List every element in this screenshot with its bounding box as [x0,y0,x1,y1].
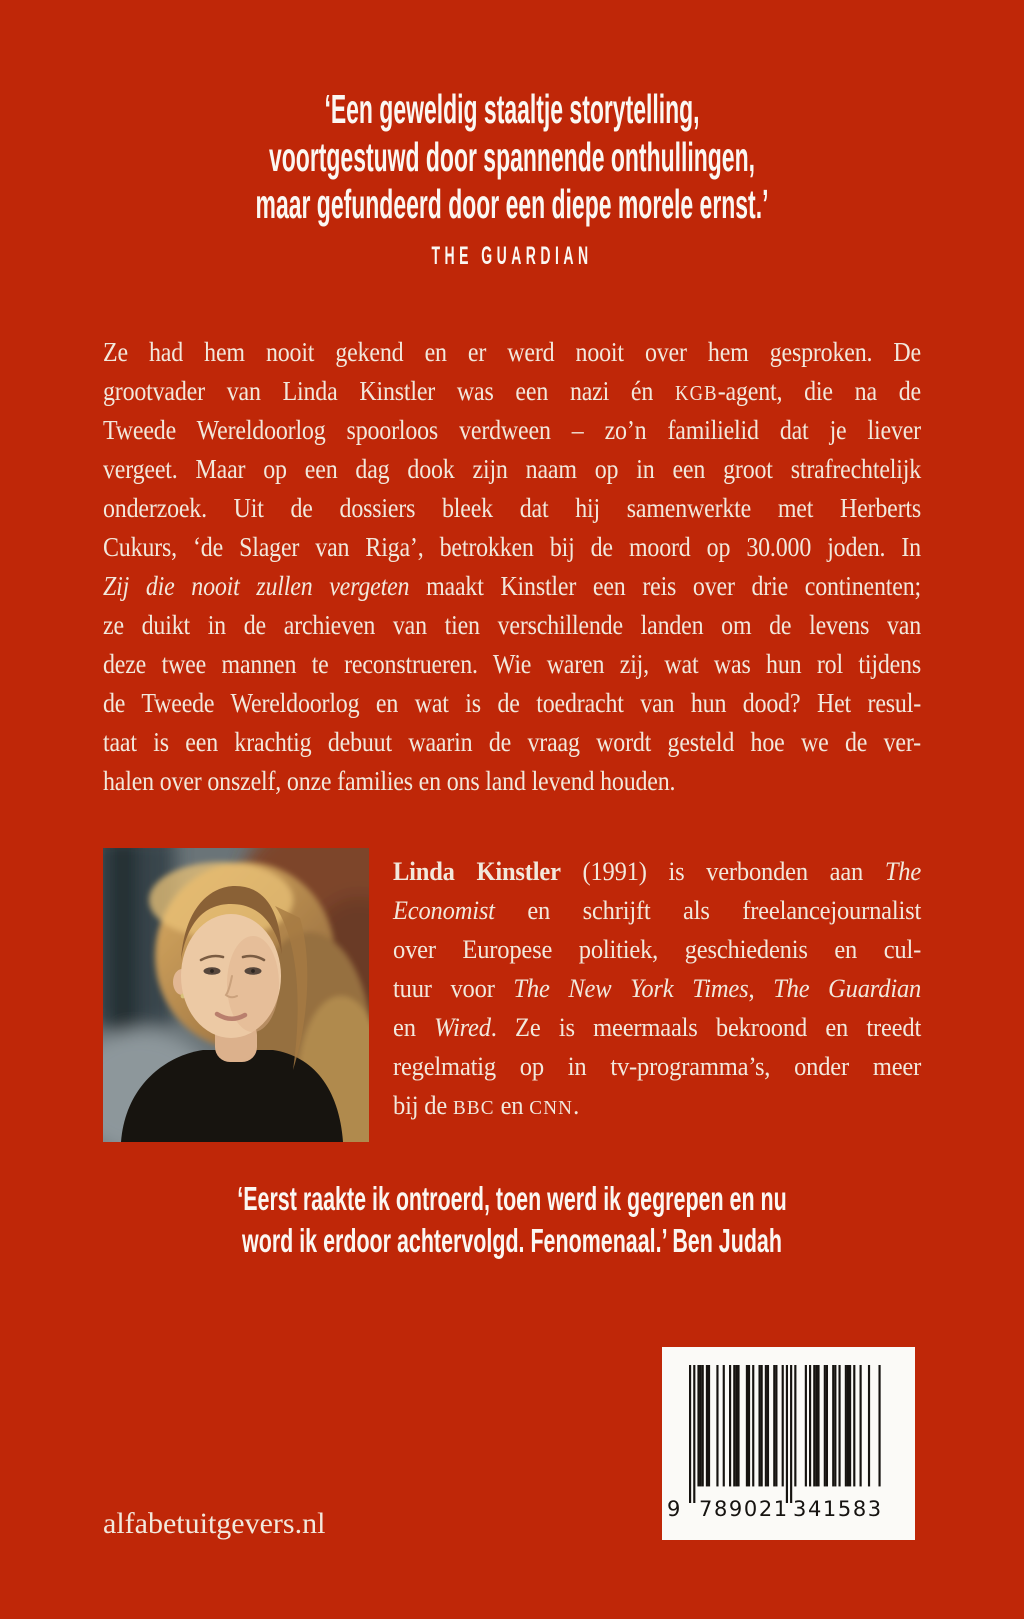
text-line: Economist en schrijft als freelancejournalist [393,896,922,925]
barcode-panel [662,1347,915,1540]
text-line: deze twee mannen te reconstrueren. Wie waren zij, wat was hun rol tijdens [103,648,921,679]
press-quote-guardian [225,86,798,271]
barcode-digit-group: 341583 [793,1497,883,1521]
synopsis-paragraph [103,332,921,800]
text-line: Ze had hem nooit gekend en er werd nooit over hem gesproken. De [103,336,921,367]
text-line: regelmatig op in tv-programma’s, onder meer [393,1052,922,1081]
text-line: grootvader van Linda Kinstler was een nazi én KGB-agent, die na de [103,375,921,406]
text-line: ze duikt in de archieven van tien verschillende landen om de levens van [103,609,921,640]
author-bio [393,852,921,1125]
publisher-url: alfabetuitgevers.nl [103,1507,326,1540]
quote-attribution: THE GUARDIAN [431,241,593,270]
barcode-digit-group: 789021 [699,1497,789,1521]
text-line: Tweede Wereldoorlog spoorloos verdween – zo’n familielid dat je liever [103,414,921,445]
author-photo [103,848,369,1142]
text-line: de Tweede Wereldoorlog en wat is de toedracht van hun dood? Het resul- [103,687,921,718]
quote-line: ‘Een geweldig staaltje storytelling, [324,86,700,132]
text-line: halen over onszelf, onze families en ons land levend houden. [103,765,676,796]
quote-line: maar gefundeerd door een diepe morele ernst.’ [255,181,769,227]
text-line: bij de BBC en CNN. [393,1091,580,1120]
text-line: tuur voor The New York Times, The Guardian [393,974,922,1003]
text-line: taat is een krachtig debuut waarin de vraag wordt gesteld hoe we de ver- [103,726,921,757]
text-line: Linda Kinstler (1991) is verbonden aan The [393,857,922,886]
text-line: over Europese politiek, geschiedenis en cul- [393,935,922,964]
barcode-digit-group: 9 [667,1497,681,1521]
text-line: Cukurs, ‘de Slager van Riga’, betrokken bij de moord op 30.000 joden. In [103,531,921,562]
barcode [689,1365,889,1503]
text-line: vergeet. Maar op een dag dook zijn naam op in een groot strafrechtelijk [103,453,921,484]
text-line: en Wired. Ze is meermaals bekroond en treedt [393,1013,922,1042]
text-line: onderzoek. Uit de dossiers bleek dat hij samenwerkte met Herberts [103,492,921,523]
press-quote-ben-judah [179,1178,845,1262]
portrait-illustration [103,848,369,1142]
quote-line: ‘Eerst raakte ik ontroerd, toen werd ik gegrepen en nu [237,1180,787,1217]
text-line: Zij die nooit zullen vergeten maakt Kinstler een reis over drie continenten; [103,570,921,601]
quote-line: voortgestuwd door spannende onthullingen, [269,133,755,180]
quote-line: word ik erdoor achtervolgd. Fenomenaal.’ Ben Judah [242,1222,782,1259]
barcode-digits [662,1497,915,1529]
